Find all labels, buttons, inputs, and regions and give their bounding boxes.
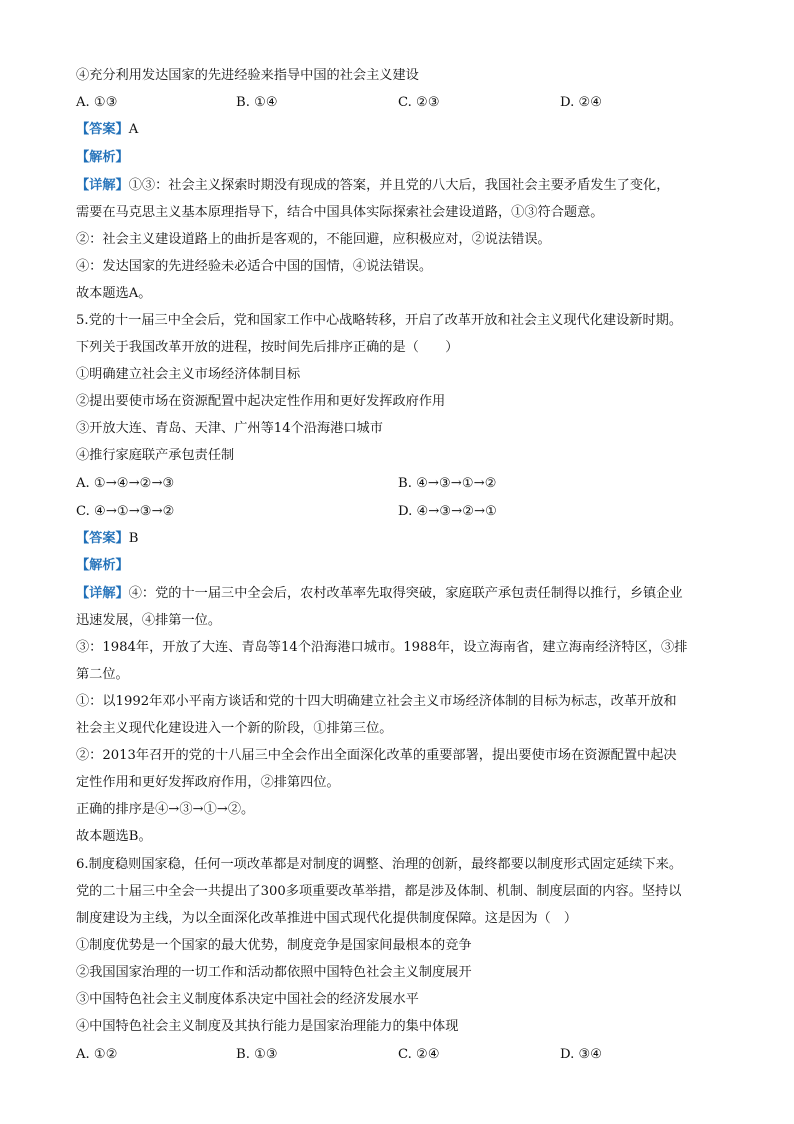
detail-text: ①③：社会主义探索时期没有现成的答案，并且党的八大后，我国社会主要矛盾发生了变化，	[128, 178, 670, 193]
detail-text: ④：党的十一届三中全会后，农村改革率先取得突破，家庭联产承包责任制得以推行，乡镇企业	[128, 586, 683, 601]
q5-detail-line: 定性作用和更好发挥政府作用，②排第四位。	[76, 775, 340, 790]
q5-item-3: ③开放大连、青岛、天津、广州等14个沿海港口城市	[76, 421, 383, 436]
q6-stem: 6.制度稳则国家稳，任何一项改革都是对制度的调整、治理的创新，最终都要以制度形式固定延续下来。	[76, 857, 683, 872]
q5-detail-line	[76, 584, 736, 603]
q4-option-b: B. ①④	[236, 95, 278, 110]
q5-option-c: C. ④→①→③→②	[76, 504, 175, 519]
q5-item-2: ②提出要使市场在资源配置中起决定性作用和更好发挥政府作用	[76, 394, 446, 409]
q4-detail-line: ④：发达国家的先进经验未必适合中国的国情，④说法错误。	[76, 259, 433, 274]
q6-item-1: ①制度优势是一个国家的最大优势，制度竞争是国家间最根本的竞争	[76, 938, 472, 953]
q5-item-4: ④推行家庭联产承包责任制	[76, 448, 235, 463]
q4-analysis-heading	[76, 148, 736, 167]
q6-option-b: B. ①③	[236, 1047, 278, 1062]
answer-tag: 【答案】	[76, 122, 129, 137]
q5-analysis-heading	[76, 556, 736, 575]
q4-option-d: D. ②④	[560, 95, 603, 110]
q5-stem: 5.党的十一届三中全会后，党和国家工作中心战略转移，开启了改革开放和社会主义现代化建设新时期。	[76, 313, 683, 328]
q5-option-b: B. ④→③→①→②	[398, 476, 497, 491]
q6-item-4: ④中国特色社会主义制度及其执行能力是国家治理能力的集中体现	[76, 1019, 459, 1034]
answer-value: A	[128, 122, 139, 137]
q4-conclusion: 故本题选A。	[76, 286, 152, 301]
q5-answer	[76, 529, 736, 548]
q5-option-d: D. ④→③→②→①	[398, 504, 497, 519]
q6-stem: 党的二十届三中全会一共提出了300多项重要改革举措，都是涉及体制、机制、制度层面的内容。坚持以	[76, 884, 682, 899]
answer-tag: 【答案】	[76, 531, 129, 546]
q5-conclusion: 故本题选B。	[76, 829, 152, 844]
q4-answer	[76, 120, 736, 139]
q4-detail-line: 需要在马克思主义基本原理指导下，结合中国具体实际探索社会建设道路，①③符合题意。	[76, 205, 604, 220]
answer-value: B	[128, 531, 139, 546]
q5-order: 正确的排序是④→③→①→②。	[76, 802, 255, 817]
analysis-tag: 【解析】	[76, 558, 129, 573]
q4-item-4: ④充分利用发达国家的先进经验来指导中国的社会主义建设	[76, 68, 419, 83]
q5-detail-line: 第二位。	[76, 667, 129, 682]
q6-option-c: C. ②④	[398, 1047, 440, 1062]
q5-detail-line: 迅速发展，④排第一位。	[76, 613, 222, 628]
q6-item-3: ③中国特色社会主义制度体系决定中国社会的经济发展水平	[76, 992, 419, 1007]
q6-item-2: ②我国国家治理的一切工作和活动都依照中国特色社会主义制度展开	[76, 965, 472, 980]
q5-detail-line: ③：1984年，开放了大连、青岛等14个沿海港口城市。1988年，设立海南省，建立海南经济特区，③排	[76, 640, 688, 655]
q5-item-1: ①明确建立社会主义市场经济体制目标	[76, 367, 301, 382]
analysis-tag: 【解析】	[76, 150, 129, 165]
q5-detail-line: ②：2013年召开的党的十八届三中全会作出全面深化改革的重要部署，提出要使市场在资源配置中起决	[76, 748, 677, 763]
q5-detail-line: ①：以1992年邓小平南方谈话和党的十四大明确建立社会主义市场经济体制的目标为标志，改革开放和	[76, 694, 677, 709]
q5-option-a: A. ①→④→②→③	[76, 476, 175, 491]
q5-detail-line: 社会主义现代化建设进入一个新的阶段，①排第三位。	[76, 721, 393, 736]
q6-option-d: D. ③④	[560, 1047, 603, 1062]
detail-tag: 【详解】	[76, 178, 129, 193]
detail-tag: 【详解】	[76, 586, 129, 601]
q4-detail-line: ②：社会主义建设道路上的曲折是客观的，不能回避，应积极应对，②说法错误。	[76, 232, 551, 247]
q5-stem: 下列关于我国改革开放的进程，按时间先后排序正确的是（ ）	[76, 340, 459, 355]
q6-option-a: A. ①②	[76, 1047, 118, 1062]
q4-option-a: A. ①③	[76, 95, 118, 110]
q4-option-c: C. ②③	[398, 95, 440, 110]
q4-detail-line	[76, 176, 736, 195]
q6-stem: 制度建设为主线，为以全面深化改革推进中国式现代化提供制度保障。这是因为（ ）	[76, 911, 578, 926]
